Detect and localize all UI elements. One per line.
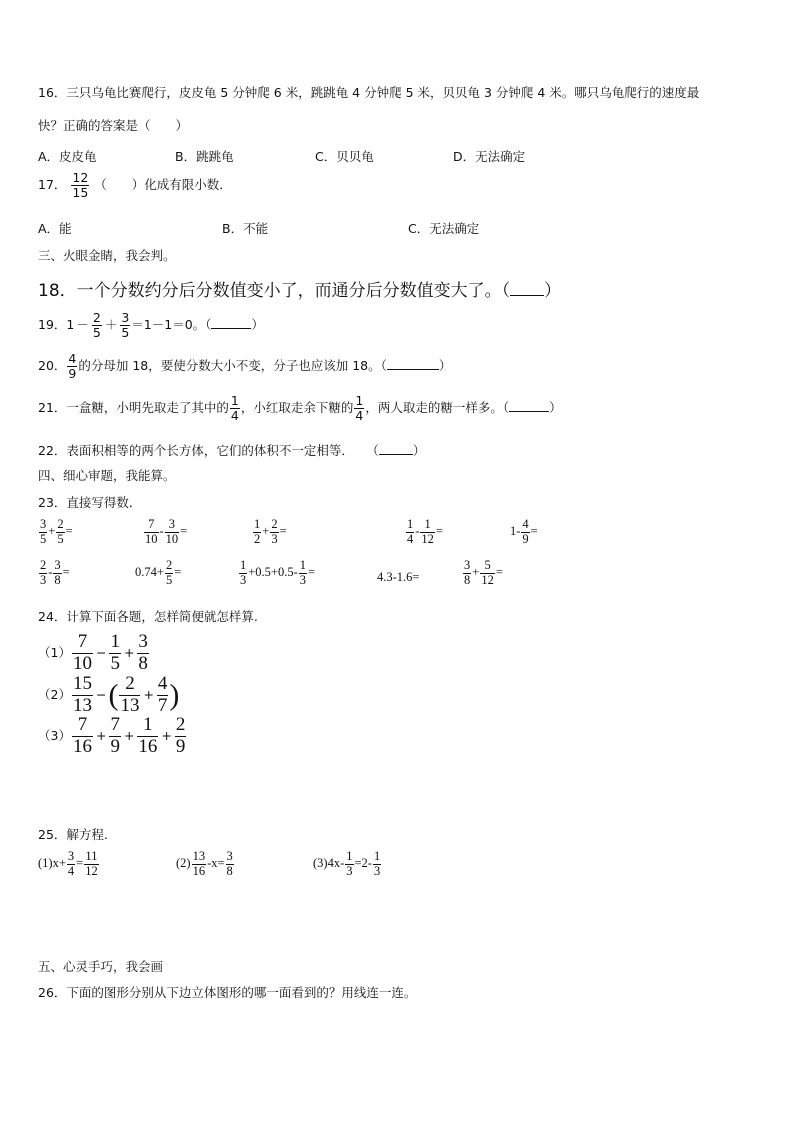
q17-text: （ ）化成有限小数． — [94, 176, 232, 192]
q17-option-c: C．无法确定 — [408, 221, 480, 236]
q19-line: 19．1 － $\frac{2}{5}$ ＋ $\frac{3}{5}$ ＝1－1＝0。（ ） — [38, 310, 264, 340]
q22-line: 22．表面积相等的两个长方体，它们的体积不一定相等． （ ） — [38, 440, 425, 459]
q24-problem-3: （3） $\frac{7}{16}$ + $\frac{7}{9}$ + $\frac{1}{16}$ + $\frac{2}{9}$ — [38, 714, 186, 757]
q23-item-5: 1- $\frac{4}{9}$ = — [510, 517, 538, 546]
section4-heading: 四、细心审题，我能算。 — [38, 468, 176, 483]
q23-item-2: $\frac{7}{10}$ - $\frac{3}{10}$ = — [145, 517, 188, 546]
q16-line2: 快？正确的答案是（ ） — [38, 118, 189, 133]
q23-item-9: 4.3-1.6= — [377, 570, 420, 584]
q17-number: 17． — [38, 176, 67, 192]
q25-equation-1: (1)x+ $\frac{3}{4}$ = $\frac{11}{12}$ — [38, 849, 98, 878]
q23-item-1: $\frac{3}{5}$ + $\frac{2}{5}$ = — [40, 517, 73, 546]
q25-equation-3: (3)4x- $\frac{1}{3}$ =2- $\frac{1}{3}$ — [313, 849, 381, 878]
q25-title: 25．解方程. — [38, 827, 108, 842]
q23-item-4: $\frac{1}{4}$ - $\frac{1}{12}$ = — [407, 517, 443, 546]
q20-fraction: $\frac{4}{9}$ — [68, 351, 77, 381]
q19-fraction-1: $\frac{2}{5}$ — [92, 310, 101, 340]
q19-fraction-2: $\frac{3}{5}$ — [121, 310, 130, 340]
q21-fraction-2: $\frac{1}{4}$ — [355, 393, 364, 423]
q24-title: 24．计算下面各题，怎样简便就怎样算. — [38, 609, 258, 624]
q16-option-d: D．无法确定 — [453, 149, 526, 164]
q23-item-7: 0.74+ $\frac{2}{5}$ = — [135, 558, 182, 587]
q24-problem-2: （2） $\frac{15}{13}$ −( $\frac{2}{13}$ + $\frac{4}{7}$ ) — [38, 673, 180, 716]
q17-fraction: $\frac{12}{15}$ — [72, 170, 89, 200]
q21-line: 21．一盒糖，小明先取走了其中的 $\frac{1}{4}$ ，小红取走余下糖的 $\frac{1}{4}$ ，两人取走的糖一样多。（ ） — [38, 393, 562, 423]
q24-problem-1: （1） $\frac{7}{10}$ − $\frac{1}{5}$ + $\frac{3}{8}$ — [38, 631, 148, 674]
q17-option-a: A．能 — [38, 221, 72, 236]
q23-title: 23．直接写得数． — [38, 495, 142, 510]
q19-answer-blank[interactable] — [211, 314, 251, 329]
section3-heading: 三、火眼金睛，我会判。 — [38, 248, 176, 263]
q21-answer-blank[interactable] — [509, 397, 549, 412]
q23-item-8: $\frac{1}{3}$ +0.5+0.5- $\frac{1}{3}$ = — [240, 558, 316, 587]
q16-option-c: C．贝贝龟 — [315, 149, 374, 164]
q16-line1: 16．三只乌龟比赛爬行，皮皮龟 5 分钟爬 6 米，跳跳龟 4 分钟爬 5 米，贝贝龟 3 分钟爬 4 米。哪只乌龟爬行的速度最 — [38, 85, 700, 100]
q20-answer-blank[interactable] — [387, 355, 439, 370]
q18-line: 18．一个分数约分后分数值变小了，而通分后分数值变大了。（ ） — [38, 281, 562, 301]
q23-item-10: $\frac{3}{8}$ + $\frac{5}{12}$ = — [464, 558, 503, 587]
section5-heading: 五、心灵手巧，我会画 — [38, 959, 164, 974]
q17-line — [38, 171, 232, 200]
q16-option-a: A．皮皮龟 — [38, 149, 97, 164]
q23-item-3: $\frac{1}{2}$ + $\frac{2}{3}$ = — [254, 517, 287, 546]
q16-option-b: B．跳跳龟 — [175, 149, 234, 164]
q18-answer-blank[interactable] — [510, 281, 544, 296]
q17-option-b: B．不能 — [222, 221, 269, 236]
q21-fraction-1: $\frac{1}{4}$ — [230, 393, 239, 423]
q26-text: 26．下面的图形分别从下边立体图形的哪一面看到的？用线连一连。 — [38, 985, 417, 1000]
q20-line: 20． $\frac{4}{9}$ 的分母加 18，要使分数大小不变，分子也应该加 18。（ ） — [38, 351, 452, 381]
q18-text: 18．一个分数约分后分数值变小了，而通分后分数值变大了。（ — [38, 281, 511, 301]
q25-equation-2: (2) $\frac{13}{16}$ -x= $\frac{3}{8}$ — [176, 849, 233, 878]
q23-item-6: $\frac{2}{3}$ - $\frac{3}{8}$ = — [40, 558, 70, 587]
q22-answer-blank[interactable] — [379, 440, 413, 455]
